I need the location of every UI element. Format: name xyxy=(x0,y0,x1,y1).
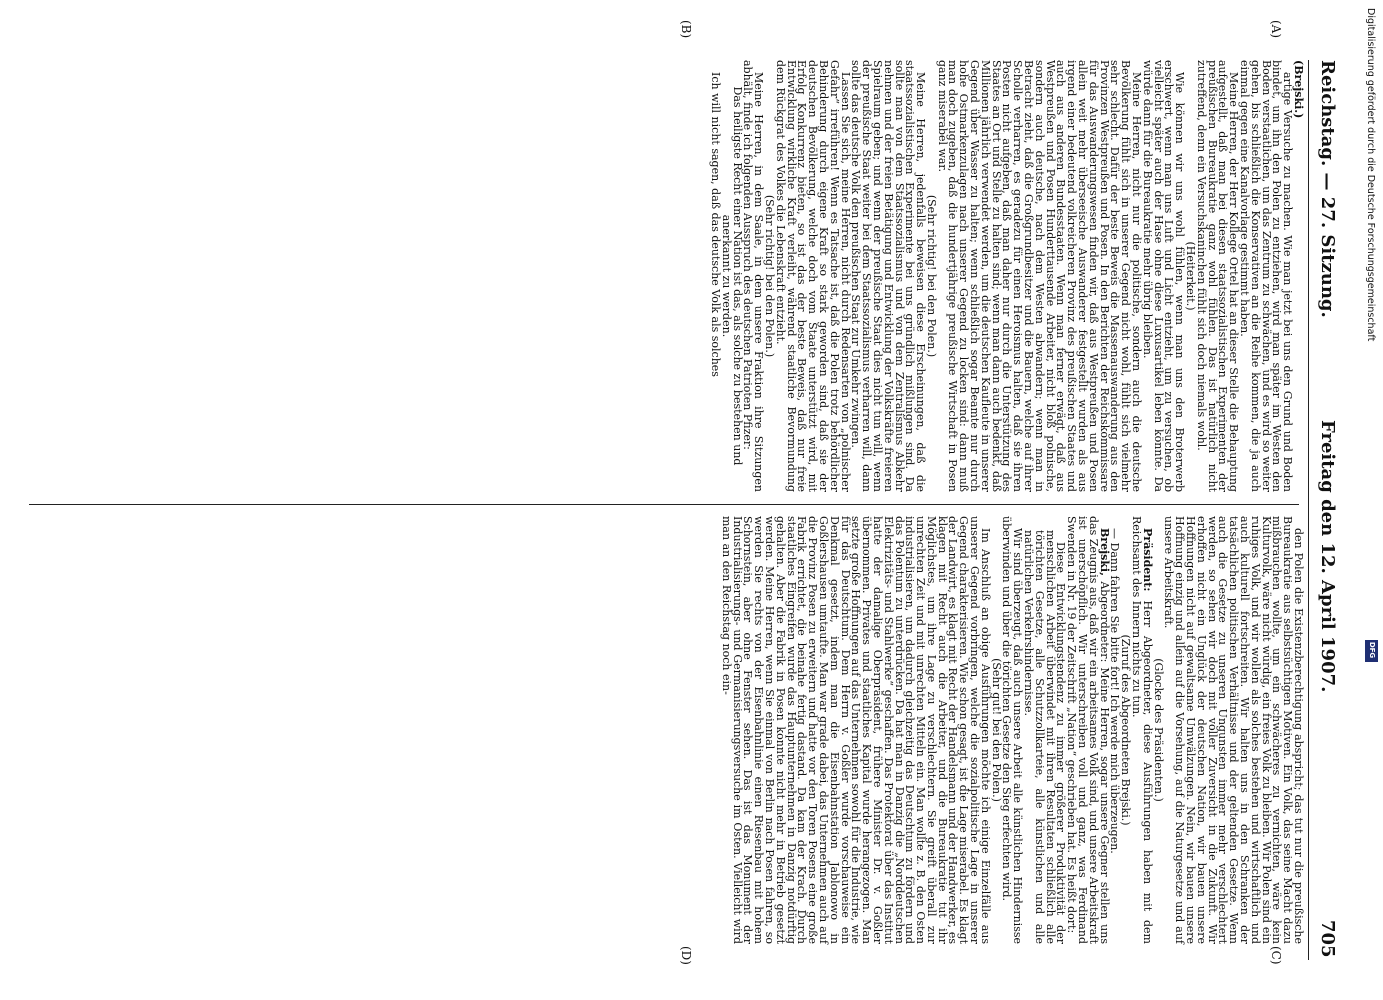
paragraph-text: Diese Entwicklungstendenz zu immer größerer Produktivität der menschlichen Arbeit überwindet mit ihren Resultaten schließlich alle törichten Gesetze, alle Schutzzollkarteie, alle künstlichen und alle natürlichen Verkehrshindernisse. xyxy=(1022,530,1068,944)
header-left: Reichstag. — 27. Sitzung. xyxy=(1317,60,1338,318)
margin-mark-b: (B) xyxy=(679,20,693,39)
left-paragraph-1 xyxy=(1238,60,1295,492)
paragraph-text: Ich will nicht sagen, daß das deutsche Volk als solches xyxy=(708,72,722,377)
right-paragraph-2 xyxy=(1130,516,1152,944)
paragraph-text: Herr Abgeordneter, diese Ausführungen haben mit dem Reichsamt des Innern nichts zu tun. xyxy=(1130,516,1154,944)
paragraph-text: Meine Herren, nicht nur die politische, sondern auch die deutsche Bevölkerung fühlt sich in unserer Gegend nicht wohl, fühlt sich vielmehr sehr schlecht. Dafür der beste Beweis die Massenauswanderung aus den Provinzen Westpreußen und Posen. In den Berichten der Reichskommissare für das Auswanderungswesen finden wir, daß aus Westpreußen und Posen allein weit mehr überseeische Auswanderer festgestellt wurden als aus irgend einer bedeutend volkreicheren Provinz des preußischen Staates und auch aus anderen Bundesstaaten. Wenn man ferner erwägt, daß aus Westpreußen und Posen Hunderttausende Arbeiter, nicht bloß polnische, sondern auch deutsche, nach dem Westen abwandern; wenn man in Betracht zieht, daß die Großgrundbesitzer und die Bauern, welche auf ihrer Scholle verharren, es geradezu für einen Heroismus halten, daß sie ihren Posten nicht aufgeben, daß man daher nur durch die Unterstützung des Staates an Ort und Stelle zu halten sind; wenn man dann auch bedenkt, daß Millionen jährlich verwendet werden, um die deutschen Kaufleute in unserer Gegend über Wasser zu halten; wenn schließlich sogar Beamte nur durch hohe Ostmarkenzulagen nach unserer Gegend zu locken sind: dann muß man doch zugeben, daß die hundertjährige preußische Wirtschaft in Posen ganz miserabel war. xyxy=(935,60,1144,492)
paragraph-text: — Dann fahren Sie bitte fort! Ich werde mich überzeugen. xyxy=(1108,528,1122,854)
left-paragraph-4 xyxy=(1140,60,1187,492)
paragraph-text: Lassen Sie sich, meine Herren, nicht durch Redensarten von „polnischer Gefahr“ irreführen! Wenn es Tatsache ist, daß die Polen trotz behördlicher Behinderung durch eigene Kraft so stark geworden sind, daß sie der deutschen Bevölkerung, welche doch vom Staate unterstützt wird, mit Erfolg Konkurrenz bieten, so ist das der beste Beweis, daß nur freie Entwicklung wirkliche Kraft verleiht, während staatliche Bevormundung dem Rückgrat des Volkes die Lebenskraft entzieht. xyxy=(773,60,852,492)
paragraph-text: Wie können wir uns wohl fühlen, wenn man uns den Broterwerb erschwert, wenn man uns Luft und Licht entzieht, um zu versuchen, ob vielleicht später auch der Hase ohne diese Luxusartikel leben könnte. Da würde dann für die Bureaukratie mehr übrig bleiben. xyxy=(1140,60,1187,492)
paragraph-text: artige Versuche zu machen. Wie man jetzt bei uns den Grund und Boden bindet, um ihn den Polen zu entziehen, wird man später im Westen den Boden verstaatlichen, um das Zentrum zu schwächen, und es wird so weiter gehen, bis schließlich die Konservativen an die Reihe kommen, die ja auch einmal gegen eine Kanalvorlage gestimmt haben. xyxy=(1238,60,1295,492)
paragraph-text: (Sehr gut! bei den Polen.) xyxy=(989,658,1003,802)
credit-text: Digitalisierung gefördert durch die Deutsche Forschungsgemeinschaft xyxy=(1365,8,1376,342)
dfg-badge xyxy=(1365,640,1378,662)
right-paragraph-5 xyxy=(1065,516,1111,944)
margin-mark-c: (C) xyxy=(1269,946,1283,965)
margin-mark-d: (D) xyxy=(679,946,693,965)
header-center: Freitag den 12. April 1907. xyxy=(1317,420,1338,693)
paragraph-text: Meine Herren, der Herr Kollege Ortel hat an dieser Stelle die Behauptung aufgestellt, daß man bei diesen staatssozialistischen Experimenten der preußischen Bureaukratie ganz wohl fühlen. Das ist natürlich nicht zutreffend, denn ein Versuchskaninchen fühlt sich doch niemals wohl. xyxy=(1194,60,1241,492)
paragraph-text: (Glocke des Präsidenten.) xyxy=(1151,658,1165,802)
paragraph-text: Abgeordneter: Meine Herren, sogar unsere Gegner stellen uns das Zeugnis aus, daß wir ein arbeitsames Volk sind, und unsere Arbeitskraft ist unerschöpflich. Wir unterschreiben voll und ganz, was Ferdinand Swenden in Nr. 19 der Zeitschrift „Nation“ geschrieben hat. Es heißt dort: xyxy=(1065,516,1111,944)
right-paragraph-7 xyxy=(1001,516,1023,944)
paragraph-text: Das heiligste Recht einer Nation ist das, als solche zu bestehen und anerkannt zu werden. xyxy=(719,86,744,466)
paragraph-text: Wir sind überzeugt, daß auch unsere Arbeit alle künstlichen Hindernisse überwinden und über die törichten Gesetze den Sieg erfechten wird. xyxy=(1000,516,1025,944)
left-paragraph-8 xyxy=(774,60,850,492)
paragraph-text: Meine Herren, jedenfalls beweisen diese Erscheinungen, daß die staatssozialistischen Experimente bei uns gründlich mißlungen sind. Da sollte man von dem Staatssozialismus und von dem Zentralismus Abkehr nehmen und der freien Betätigung und Entwicklung der Volkskräfte freieren Spielraum geben; und wenn der preußische Staat dies nicht tun will, wenn der preußische Staat weiter bei dem Staatssozialismus verharren will, dann sollte das deutsche Volk den preußischen Staat zur Umkehr zwingen. xyxy=(849,60,928,492)
dfg-label: DFG xyxy=(1368,641,1376,659)
digitization-credit xyxy=(1362,8,1378,648)
paragraph-text: Im Anschluß an obige Ausführungen möchte ich einige Einzelfälle aus unserer Gegend vorbringen, welche die sozialpolitische Lage in unserer Gegend charakterisieren. Wie schon gesagt, ist die Lage miserabel. Es klagt der Landwirt, es klagt mit Recht der Handelsmann und der Handwerker, es klagen mit Recht auch die Arbeiter, und die Bureaukratie tut ihr Möglichstes, um ihre Lage zu verschlechtern. Sie greift überall zur unrechten Zeit und mit unrechten Mitteln ein. Man wollte z. B. den Osten industrialisieren, um dadurch gleichzeitig das Deutschtum zu fördern und das Polentum zu unterdrücken. Da hat man in Danzig die „Norddeutschen Elektrizitäts- und Stahlwerke“ geschaffen. Das Protektorat über das Institut hatte der damalige Oberpräsident, frühere Minister Dr. v. Goßler übernommen. Privates und staatliches Kapital wurde herangezogen. Man setzte große Hoffnungen auf das Unternehmen sowohl für die Industrie, wie für das Deutschtum. Dem Herrn v. Goßler wurde vorschauweise ein Denkmal gesetzt, indem man die Eisenbahnstation Jablonowo in Goßlershausen umtaufte. Man war grade dabei, das Unternehmen auch auf die Provinz Posen zu erweitern und hatte vor den Toren Posens eine große Fabrik errichtet, die beinahe fertig dastand. Da kam der Krach. Durch staatliches Eingreifen wurde das Hauptunternehmen in Danzig notdürftig gehalten. Aber die Fabrik in Posen konnte nicht mehr in Betrieb gesetzt werden. Meine Herren, wenn Sie einmal von Berlin nach Posen fahren, so werden Sie rechts von der Eisenbahnlinie einen Riesenbau mit hohem Schornstein, aber ohne Fenster sehen. Das ist das Monument der Industrialisierungs- und Germanisierungsversuche im Osten. Vielleicht wird man an den Reichstag noch ein- xyxy=(719,516,992,944)
left-paragraph-12 xyxy=(709,60,720,492)
left-column xyxy=(23,60,1303,492)
right-column xyxy=(23,516,1303,944)
speaker-label: Brejski, xyxy=(1097,528,1111,582)
left-paragraph-2 xyxy=(1194,60,1241,492)
column-divider xyxy=(29,504,1299,505)
page-number: 705 xyxy=(1317,920,1338,958)
left-paragraph-11 xyxy=(720,60,742,492)
margin-mark-a: (A) xyxy=(1269,20,1283,39)
header-rule xyxy=(1308,60,1309,960)
paragraph-text: (Heiterkeit.) xyxy=(1184,241,1198,311)
left-paragraph-5 xyxy=(935,60,1144,492)
paragraph-text: den Polen die Existenzberechtigung abspricht; das tut nur die preußische Bureaukratie aus selbstsüchtigen Motiven. Ein Volk, das seine Macht dazu mißbrauchen wollte, um ein schwächeres zu vernichten, wäre kein Kulturvolk, wäre nicht würdig, ein freies Volk zu bleiben. Wir Polen sind ein ruhiges Volk, und wir wollen als solches bestehen und wirtschaftlich und auch kulturell fortschreiten. Wir halten uns in den Schranken der tatsächlichen politischen Verhältnisse und der geltenden Gesetze. Wenn auch die Gesetze zu unseren Ungunsten immer mehr verschlechtert werden, so sehen wir doch mit voller Zuversicht in die Zukunft. Wir erhoffen nicht ein Unglück der deutschen Nation, wir bauen unsere Hoffnungen nicht auf gewaltsame Umwälzungen. Nein, wir bauen unsere Hoffnung einzig und allein auf die Vorsehung, auf die Naturgesetze und auf unsere Arbeitskraft. xyxy=(1162,516,1305,944)
right-paragraph-9 xyxy=(720,516,990,944)
speaker-label: Präsident: xyxy=(1140,528,1154,601)
right-paragraph-6 xyxy=(1022,516,1068,944)
paragraph-text: (Sehr richtig! bei den Polen.) xyxy=(924,194,938,358)
right-paragraph-0 xyxy=(1163,516,1303,944)
paragraph-text: (Sehr richtig! bei den Polen.) xyxy=(762,194,776,358)
left-paragraph-10 xyxy=(742,60,764,492)
left-paragraph-7 xyxy=(850,60,926,492)
paragraph-text: Meine Herren, in dem Saale, in dem unsere Fraktion ihre Sitzungen abhält, finde ich folgenden Ausspruch des deutschen Patrioten Pfizer: xyxy=(741,60,766,492)
paragraph-text: (Zuruf des Abgeordneten Brejski.) xyxy=(1119,634,1133,826)
paragraph-text: (Brejski.) xyxy=(1292,60,1305,119)
